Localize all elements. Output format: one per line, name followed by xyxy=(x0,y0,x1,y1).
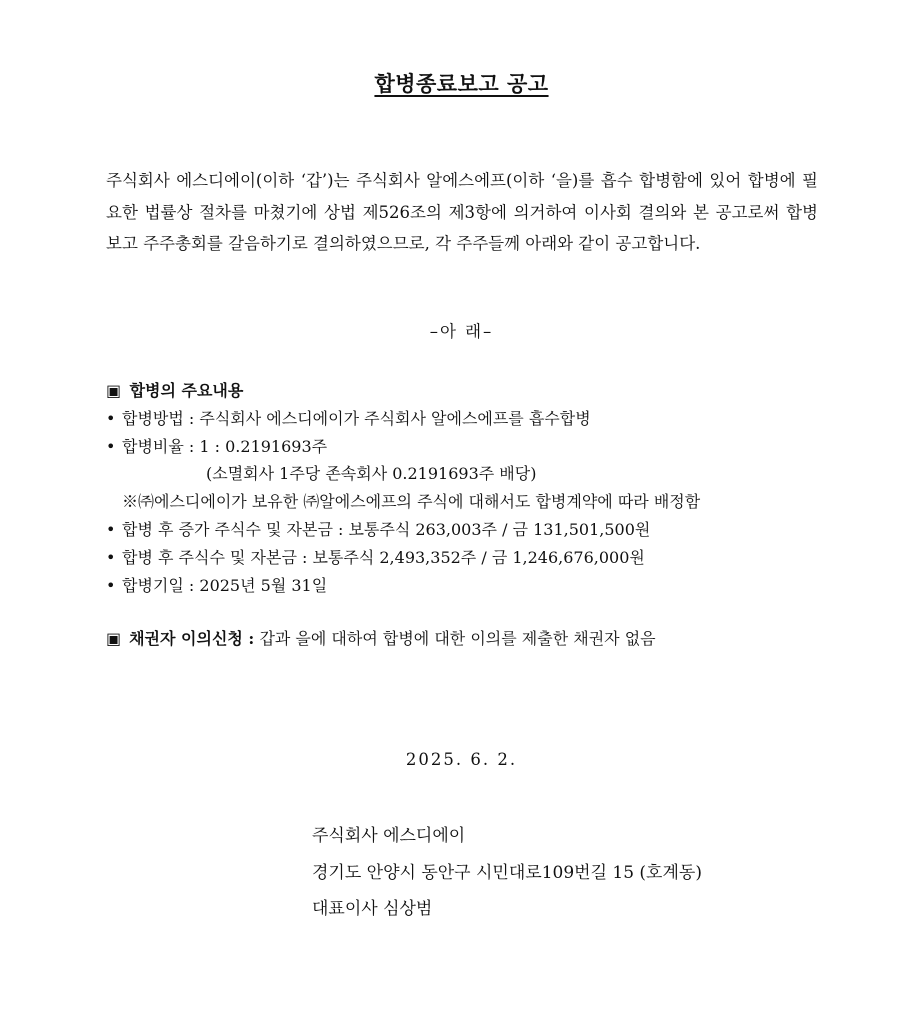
company-address: 경기도 안양시 동안구 시민대로109번길 15 (호계동) xyxy=(312,862,702,883)
list-item-ratio: • 합병비율 : 1 : 0.2191693주 xyxy=(106,433,826,461)
ratio-note: (소멸회사 1주당 존속회사 0.2191693주 배당) xyxy=(206,464,537,484)
section-heading-text: 합병의 주요내용 xyxy=(129,381,244,400)
bullet-icon: • xyxy=(106,575,116,595)
merger-details-section xyxy=(106,377,826,599)
list-item-merger-date: • 합병기일 : 2025년 5월 31일 xyxy=(106,572,826,600)
allocation-note: ※㈜에스디에이가 보유한 ㈜알에스에프의 주식에 대해서도 합병계약에 따라 배정함 xyxy=(122,492,701,512)
creditor-heading: 채권자 이의신청 : xyxy=(129,629,255,648)
square-bullet-icon: ▣ xyxy=(106,381,122,400)
representative-name: 대표이사 심상범 xyxy=(312,899,433,919)
list-item-total: • 합병 후 주식수 및 자본금 : 보통주식 2,493,352주 / 금 1,246,676,000원 xyxy=(106,544,826,572)
document-title: 합병종료보고 공고 xyxy=(374,71,549,96)
creditor-text: 갑과 을에 대하여 합병에 대한 이의를 제출한 채권자 없음 xyxy=(259,629,656,648)
square-bullet-icon: ▣ xyxy=(106,629,122,648)
creditor-objection-section xyxy=(106,625,826,653)
list-item-method: • 합병방법 : 주식회사 에스디에이가 주식회사 알에스에프를 흡수합병 xyxy=(106,405,826,433)
bullet-icon: • xyxy=(106,436,116,456)
bullet-icon: • xyxy=(106,547,116,567)
announcement-date: 2025. 6. 2. xyxy=(405,750,518,769)
bullet-icon: • xyxy=(106,519,116,539)
below-heading: –아 래– xyxy=(429,322,494,341)
bullet-icon: • xyxy=(106,408,116,428)
intro-paragraph: 주식회사 에스디에이(이하 ‘갑’)는 주식회사 알에스에프(이하 ‘을)를 흡수 합병함에 있어 합병에 필요한 법률상 절차를 마쳤기에 상법 제526조의 제3항에 의거하여 이사회 결의와 본 공고로써 합병 보고 주주총회를 갈음하기로 결의하였으므로, 각 주주들께 아래와 같이 공고합니다. xyxy=(106,171,818,253)
section-heading-merger xyxy=(106,377,826,405)
list-item-increase: • 합병 후 증가 주식수 및 자본금 : 보통주식 263,003주 / 금 131,501,500원 xyxy=(106,516,826,544)
signature-block xyxy=(312,818,872,928)
company-name: 주식회사 에스디에이 xyxy=(312,826,466,846)
